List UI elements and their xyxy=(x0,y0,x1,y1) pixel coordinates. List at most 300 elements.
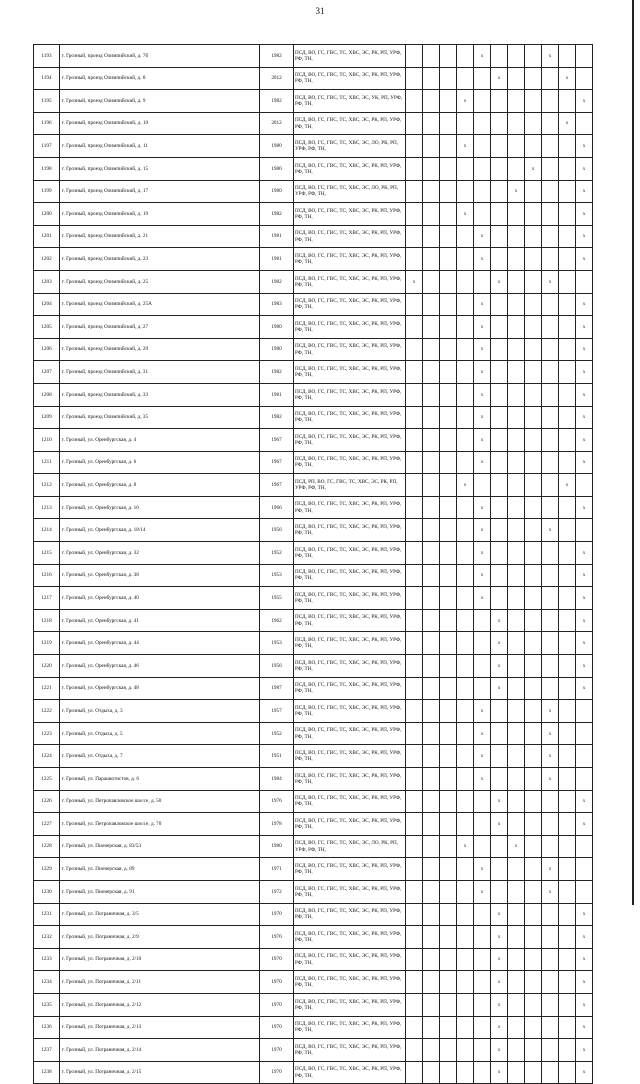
mark-cell-k7 xyxy=(508,67,525,90)
table-row xyxy=(34,609,593,632)
mark-cell-k5 xyxy=(474,474,491,497)
mark-cell-k4 xyxy=(457,45,474,68)
table-row xyxy=(34,293,593,316)
year-cell: 1951 xyxy=(260,745,294,768)
mark-cell-k11 xyxy=(576,768,593,791)
mark-cell-k8 xyxy=(525,813,542,836)
mark-cell-k10 xyxy=(559,880,576,903)
mark-cell-k9 xyxy=(542,587,559,610)
mark-cell-k3 xyxy=(440,564,457,587)
mark-cell-k5 xyxy=(474,790,491,813)
mark-cell-k4 xyxy=(457,700,474,723)
mark-cell-k6 xyxy=(491,564,508,587)
mark-cell-k8 xyxy=(525,338,542,361)
mark-cell-k2 xyxy=(423,722,440,745)
address-cell: г. Грозный, ул. Оренбургская, д. 38 xyxy=(60,564,260,587)
mark-cell-k9 xyxy=(542,203,559,226)
mark-cell-k1 xyxy=(406,903,423,926)
mark-cell-k2 xyxy=(423,406,440,429)
mark-cell-k2 xyxy=(423,564,440,587)
mark-cell-k1 xyxy=(406,542,423,565)
mark-cell-k1 xyxy=(406,948,423,971)
row-number: 1207 xyxy=(34,361,60,384)
row-number: 1235 xyxy=(34,993,60,1016)
mark-cell-k7 xyxy=(508,813,525,836)
mark-cell-k3 xyxy=(440,768,457,791)
mark-cell-k5 xyxy=(474,632,491,655)
mark-cell-k2 xyxy=(423,880,440,903)
mark-cell-k11: x xyxy=(576,451,593,474)
mark-cell-k5: x xyxy=(474,248,491,271)
mark-cell-k3 xyxy=(440,203,457,226)
mark-cell-k10 xyxy=(559,361,576,384)
services-cell: ПСД, ВО, ГС, ГВС, ТС, ХВС, ЭС, РК, РП, УРФ, РФ, ТН, xyxy=(294,316,406,339)
year-cell: 1976 xyxy=(260,790,294,813)
mark-cell-k3 xyxy=(440,270,457,293)
mark-cell-k8 xyxy=(525,429,542,452)
mark-cell-k6: x xyxy=(491,1039,508,1062)
mark-cell-k1 xyxy=(406,971,423,994)
mark-cell-k4 xyxy=(457,609,474,632)
row-number: 1237 xyxy=(34,1039,60,1062)
mark-cell-k10 xyxy=(559,157,576,180)
mark-cell-k9: x xyxy=(542,519,559,542)
mark-cell-k10 xyxy=(559,338,576,361)
row-number: 1195 xyxy=(34,90,60,113)
mark-cell-k8 xyxy=(525,248,542,271)
mark-cell-k8 xyxy=(525,316,542,339)
mark-cell-k5 xyxy=(474,926,491,949)
row-number: 1193 xyxy=(34,45,60,68)
mark-cell-k5: x xyxy=(474,225,491,248)
mark-cell-k10 xyxy=(559,180,576,203)
address-cell: г. Грозный, ул. Петропавловское шоссе, д. 70 xyxy=(60,813,260,836)
mark-cell-k4 xyxy=(457,1061,474,1084)
services-cell: ПСД, ВО, ГС, ГВС, ТС, ХВС, ЭС, РК, РП, УРФ, РФ, ТН, xyxy=(294,225,406,248)
mark-cell-k1 xyxy=(406,1039,423,1062)
services-cell: ПСД, ВО, ГС, ГВС, ТС, ХВС, ЭС, ЛО, РК, РП, УРФ, РФ, ТН, xyxy=(294,135,406,158)
address-cell: г. Грозный, ул. Пограничная, д. 2/15 xyxy=(60,1061,260,1084)
mark-cell-k9 xyxy=(542,677,559,700)
mark-cell-k2 xyxy=(423,632,440,655)
row-number: 1217 xyxy=(34,587,60,610)
address-cell: г. Грозный, ул. Парашютистов, д. 6 xyxy=(60,768,260,791)
row-number: 1233 xyxy=(34,948,60,971)
mark-cell-k11: x xyxy=(576,993,593,1016)
table-body xyxy=(34,45,593,1084)
mark-cell-k9 xyxy=(542,496,559,519)
table-row xyxy=(34,135,593,158)
mark-cell-k2 xyxy=(423,677,440,700)
year-cell: 1983 xyxy=(260,293,294,316)
mark-cell-k6 xyxy=(491,203,508,226)
mark-cell-k6 xyxy=(491,316,508,339)
year-cell: 1970 xyxy=(260,926,294,949)
table-row xyxy=(34,542,593,565)
mark-cell-k7 xyxy=(508,293,525,316)
mark-cell-k9 xyxy=(542,429,559,452)
mark-cell-k10 xyxy=(559,971,576,994)
mark-cell-k1 xyxy=(406,677,423,700)
mark-cell-k2 xyxy=(423,745,440,768)
mark-cell-k4 xyxy=(457,677,474,700)
mark-cell-k3 xyxy=(440,1016,457,1039)
mark-cell-k8 xyxy=(525,1061,542,1084)
year-cell: 1972 xyxy=(260,880,294,903)
year-cell: 1982 xyxy=(260,270,294,293)
year-cell: 1980 xyxy=(260,135,294,158)
address-cell: г. Грозный, проезд Олимпийский, д. 25 xyxy=(60,270,260,293)
year-cell: 1970 xyxy=(260,993,294,1016)
table-row xyxy=(34,790,593,813)
services-cell: ПСД, ВО, ГС, ГВС, ТС, ХВС, ЭС, РК, РП, УРФ, РФ, ТН, xyxy=(294,700,406,723)
mark-cell-k1 xyxy=(406,338,423,361)
mark-cell-k11: x xyxy=(576,542,593,565)
table-row xyxy=(34,67,593,90)
mark-cell-k7 xyxy=(508,722,525,745)
mark-cell-k5: x xyxy=(474,880,491,903)
row-number: 1215 xyxy=(34,542,60,565)
row-number: 1225 xyxy=(34,768,60,791)
mark-cell-k10 xyxy=(559,587,576,610)
address-cell: г. Грозный, проезд Олимпийский, д. 8 xyxy=(60,67,260,90)
mark-cell-k9 xyxy=(542,1039,559,1062)
address-cell: г. Грозный, проезд Олимпийский, д. 25А xyxy=(60,293,260,316)
address-cell: г. Грозный, ул. Петропавловское шоссе, д. 50 xyxy=(60,790,260,813)
services-cell: ПСД, ВО, ГС, ГВС, ТС, ХВС, ЭС, РК, РП, УРФ, РФ, ТН, xyxy=(294,429,406,452)
mark-cell-k3 xyxy=(440,790,457,813)
mark-cell-k6 xyxy=(491,157,508,180)
mark-cell-k8 xyxy=(525,270,542,293)
mark-cell-k8 xyxy=(525,203,542,226)
mark-cell-k8 xyxy=(525,67,542,90)
mark-cell-k4 xyxy=(457,564,474,587)
year-cell: 1981 xyxy=(260,248,294,271)
year-cell: 1971 xyxy=(260,858,294,881)
mark-cell-k3 xyxy=(440,361,457,384)
mark-cell-k7: x xyxy=(508,835,525,858)
mark-cell-k2 xyxy=(423,316,440,339)
mark-cell-k5: x xyxy=(474,451,491,474)
mark-cell-k9 xyxy=(542,632,559,655)
services-cell: ПСД, ВО, ГС, ГВС, ТС, ХВС, ЭС, РК, РП, УРФ, РФ, ТН, xyxy=(294,677,406,700)
mark-cell-k11: x xyxy=(576,248,593,271)
address-cell: г. Грозный, ул. Оренбургская, д. 46 xyxy=(60,655,260,678)
mark-cell-k10 xyxy=(559,135,576,158)
mark-cell-k6 xyxy=(491,406,508,429)
mark-cell-k4 xyxy=(457,248,474,271)
mark-cell-k7: x xyxy=(508,180,525,203)
mark-cell-k8 xyxy=(525,135,542,158)
mark-cell-k3 xyxy=(440,813,457,836)
mark-cell-k10 xyxy=(559,609,576,632)
mark-cell-k4 xyxy=(457,67,474,90)
mark-cell-k10 xyxy=(559,926,576,949)
mark-cell-k1 xyxy=(406,880,423,903)
mark-cell-k6 xyxy=(491,383,508,406)
mark-cell-k4: x xyxy=(457,203,474,226)
mark-cell-k5 xyxy=(474,677,491,700)
mark-cell-k10 xyxy=(559,632,576,655)
mark-cell-k5: x xyxy=(474,700,491,723)
table-row xyxy=(34,564,593,587)
mark-cell-k10 xyxy=(559,677,576,700)
mark-cell-k11: x xyxy=(576,406,593,429)
table-row xyxy=(34,632,593,655)
mark-cell-k3 xyxy=(440,609,457,632)
mark-cell-k1 xyxy=(406,383,423,406)
mark-cell-k4 xyxy=(457,745,474,768)
address-cell: г. Грозный, ул. Оренбургская, д. 8 xyxy=(60,474,260,497)
address-cell: г. Грозный, проезд Олимпийский, д. 29 xyxy=(60,338,260,361)
mark-cell-k11: x xyxy=(576,316,593,339)
year-cell: 1982 xyxy=(260,406,294,429)
services-cell: ПСД, ВО, ГС, ГВС, ТС, ХВС, ЭС, РК, РП, УРФ, РФ, ТН, xyxy=(294,248,406,271)
address-cell: г. Грозный, ул. Пограничная, д. 2/13 xyxy=(60,1016,260,1039)
mark-cell-k4 xyxy=(457,451,474,474)
address-cell: г. Грозный, ул. Отдыха, д. 5 xyxy=(60,722,260,745)
services-cell: ПСД, ВО, ГС, ГВС, ТС, ХВС, ЭС, РК, РП, УРФ, РФ, ТН, xyxy=(294,971,406,994)
mark-cell-k1 xyxy=(406,993,423,1016)
mark-cell-k11: x xyxy=(576,157,593,180)
mark-cell-k10 xyxy=(559,496,576,519)
mark-cell-k1 xyxy=(406,564,423,587)
services-cell: ПСД, ВО, ГС, ГВС, ТС, ХВС, ЭС, РК, РП, УРФ, РФ, ТН, xyxy=(294,790,406,813)
table-row xyxy=(34,587,593,610)
mark-cell-k8 xyxy=(525,1039,542,1062)
mark-cell-k3 xyxy=(440,903,457,926)
mark-cell-k2 xyxy=(423,1016,440,1039)
mark-cell-k3 xyxy=(440,948,457,971)
mark-cell-k3 xyxy=(440,474,457,497)
services-cell: ПСД, ВО, ГС, ГВС, ТС, ХВС, ЭС, РК, РП, УРФ, РФ, ТН, xyxy=(294,745,406,768)
mark-cell-k4: x xyxy=(457,474,474,497)
mark-cell-k6: x xyxy=(491,609,508,632)
mark-cell-k11: x xyxy=(576,361,593,384)
address-cell: г. Грозный, ул. Пограничная, д. 2/10 xyxy=(60,948,260,971)
address-cell: г. Грозный, ул. Пограничная, д. 2/14 xyxy=(60,1039,260,1062)
services-cell: ПСД, ВО, ГС, ГВС, ТС, ХВС, ЭС, РК, РП, УРФ, РФ, ТН, xyxy=(294,1039,406,1062)
services-cell: ПСД, ВО, ГС, ГВС, ТС, ХВС, ЭС, РК, РП, УРФ, РФ, ТН, xyxy=(294,1061,406,1084)
address-cell: г. Грозный, ул. Отдыха, д. 3 xyxy=(60,700,260,723)
address-cell: г. Грозный, проезд Олимпийский, д. 11 xyxy=(60,135,260,158)
mark-cell-k6 xyxy=(491,112,508,135)
mark-cell-k11: x xyxy=(576,383,593,406)
row-number: 1206 xyxy=(34,338,60,361)
mark-cell-k7 xyxy=(508,1061,525,1084)
year-cell: 1980 xyxy=(260,338,294,361)
row-number: 1198 xyxy=(34,157,60,180)
services-cell: ПСД, ВО, ГС, ГВС, ТС, ХВС, ЭС, РК, РП, УРФ, РФ, ТН, xyxy=(294,406,406,429)
table-row xyxy=(34,361,593,384)
mark-cell-k1 xyxy=(406,587,423,610)
year-cell: 1952 xyxy=(260,542,294,565)
table-row xyxy=(34,926,593,949)
mark-cell-k9 xyxy=(542,383,559,406)
services-cell: ПСД, ВО, ГС, ГВС, ТС, ХВС, ЭС, РК, РП, УРФ, РФ, ТН, xyxy=(294,496,406,519)
mark-cell-k10: x xyxy=(559,474,576,497)
table-row xyxy=(34,316,593,339)
table-row xyxy=(34,1039,593,1062)
year-cell: 1980 xyxy=(260,316,294,339)
mark-cell-k1 xyxy=(406,203,423,226)
table-row xyxy=(34,225,593,248)
mark-cell-k6 xyxy=(491,542,508,565)
mark-cell-k3 xyxy=(440,1061,457,1084)
mark-cell-k10 xyxy=(559,293,576,316)
mark-cell-k8 xyxy=(525,677,542,700)
mark-cell-k6 xyxy=(491,135,508,158)
row-number: 1201 xyxy=(34,225,60,248)
row-number: 1219 xyxy=(34,632,60,655)
mark-cell-k7 xyxy=(508,700,525,723)
row-number: 1228 xyxy=(34,835,60,858)
mark-cell-k6: x xyxy=(491,993,508,1016)
mark-cell-k7 xyxy=(508,790,525,813)
mark-cell-k1 xyxy=(406,496,423,519)
mark-cell-k7 xyxy=(508,225,525,248)
mark-cell-k3 xyxy=(440,225,457,248)
mark-cell-k3 xyxy=(440,451,457,474)
mark-cell-k7 xyxy=(508,1016,525,1039)
address-cell: г. Грозный, проезд Олимпийский, д. 33 xyxy=(60,383,260,406)
mark-cell-k8 xyxy=(525,926,542,949)
mark-cell-k7 xyxy=(508,768,525,791)
row-number: 1214 xyxy=(34,519,60,542)
mark-cell-k8 xyxy=(525,474,542,497)
mark-cell-k1 xyxy=(406,722,423,745)
mark-cell-k8 xyxy=(525,903,542,926)
address-cell: г. Грозный, ул. Оренбургская, д. 6 xyxy=(60,451,260,474)
mark-cell-k2 xyxy=(423,790,440,813)
table-row xyxy=(34,429,593,452)
mark-cell-k3 xyxy=(440,655,457,678)
mark-cell-k1: x xyxy=(406,270,423,293)
mark-cell-k1 xyxy=(406,316,423,339)
services-cell: ПСД, ВО, ГС, ГВС, ТС, ХВС, ЭС, РК, РП, УРФ, РФ, ТН, xyxy=(294,768,406,791)
mark-cell-k5 xyxy=(474,1039,491,1062)
mark-cell-k10 xyxy=(559,248,576,271)
year-cell: 2012 xyxy=(260,67,294,90)
mark-cell-k2 xyxy=(423,700,440,723)
mark-cell-k10 xyxy=(559,406,576,429)
year-cell: 1952 xyxy=(260,722,294,745)
mark-cell-k3 xyxy=(440,542,457,565)
mark-cell-k1 xyxy=(406,248,423,271)
mark-cell-k11: x xyxy=(576,135,593,158)
mark-cell-k11 xyxy=(576,112,593,135)
address-cell: г. Грозный, ул. Оренбургская, д. 48 xyxy=(60,677,260,700)
row-number: 1196 xyxy=(34,112,60,135)
mark-cell-k1 xyxy=(406,632,423,655)
mark-cell-k11 xyxy=(576,835,593,858)
mark-cell-k2 xyxy=(423,203,440,226)
row-number: 1197 xyxy=(34,135,60,158)
mark-cell-k3 xyxy=(440,632,457,655)
mark-cell-k6 xyxy=(491,835,508,858)
mark-cell-k4: x xyxy=(457,90,474,113)
mark-cell-k7 xyxy=(508,609,525,632)
mark-cell-k10 xyxy=(559,948,576,971)
mark-cell-k1 xyxy=(406,157,423,180)
mark-cell-k9 xyxy=(542,338,559,361)
mark-cell-k2 xyxy=(423,157,440,180)
mark-cell-k9 xyxy=(542,248,559,271)
mark-cell-k4 xyxy=(457,1016,474,1039)
year-cell: 1982 xyxy=(260,361,294,384)
services-cell: ПСД, ВО, ГС, ГВС, ТС, ХВС, ЭС, РК, РП, УРФ, РФ, ТН, xyxy=(294,293,406,316)
mark-cell-k11 xyxy=(576,745,593,768)
mark-cell-k7 xyxy=(508,655,525,678)
mark-cell-k1 xyxy=(406,519,423,542)
mark-cell-k8 xyxy=(525,1016,542,1039)
mark-cell-k7 xyxy=(508,542,525,565)
row-number: 1200 xyxy=(34,203,60,226)
row-number: 1230 xyxy=(34,880,60,903)
mark-cell-k7 xyxy=(508,474,525,497)
mark-cell-k4 xyxy=(457,948,474,971)
mark-cell-k2 xyxy=(423,926,440,949)
mark-cell-k9: x xyxy=(542,768,559,791)
mark-cell-k5: x xyxy=(474,429,491,452)
services-cell: ПСД, ВО, ГС, ГВС, ТС, ХВС, ЭС, РК, РП, УРФ, РФ, ТН, xyxy=(294,157,406,180)
mark-cell-k7 xyxy=(508,203,525,226)
mark-cell-k2 xyxy=(423,768,440,791)
table-row xyxy=(34,880,593,903)
mark-cell-k5 xyxy=(474,135,491,158)
mark-cell-k6 xyxy=(491,587,508,610)
mark-cell-k6 xyxy=(491,880,508,903)
mark-cell-k7 xyxy=(508,564,525,587)
mark-cell-k10 xyxy=(559,813,576,836)
year-cell: 1967 xyxy=(260,429,294,452)
mark-cell-k4 xyxy=(457,790,474,813)
mark-cell-k3 xyxy=(440,135,457,158)
mark-cell-k1 xyxy=(406,1061,423,1084)
mark-cell-k11: x xyxy=(576,338,593,361)
address-cell: г. Грозный, проезд Олимпийский, д. 9 xyxy=(60,90,260,113)
mark-cell-k1 xyxy=(406,790,423,813)
year-cell: 1970 xyxy=(260,1061,294,1084)
mark-cell-k8 xyxy=(525,971,542,994)
mark-cell-k1 xyxy=(406,451,423,474)
mark-cell-k8 xyxy=(525,632,542,655)
mark-cell-k9 xyxy=(542,361,559,384)
mark-cell-k11: x xyxy=(576,926,593,949)
mark-cell-k8 xyxy=(525,700,542,723)
mark-cell-k10 xyxy=(559,316,576,339)
mark-cell-k3 xyxy=(440,406,457,429)
year-cell: 1981 xyxy=(260,225,294,248)
mark-cell-k10 xyxy=(559,903,576,926)
mark-cell-k11: x xyxy=(576,813,593,836)
address-cell: г. Грозный, проезд Олимпийский, д. 19 xyxy=(60,203,260,226)
mark-cell-k7 xyxy=(508,745,525,768)
mark-cell-k5 xyxy=(474,1016,491,1039)
mark-cell-k11: x xyxy=(576,790,593,813)
address-cell: г. Грозный, ул. Пограничная, д. 2/9 xyxy=(60,926,260,949)
mark-cell-k11 xyxy=(576,45,593,68)
year-cell: 1970 xyxy=(260,903,294,926)
mark-cell-k2 xyxy=(423,90,440,113)
mark-cell-k8 xyxy=(525,293,542,316)
row-number: 1212 xyxy=(34,474,60,497)
services-cell: ПСД, ВО, ГС, ГВС, ТС, ХВС, ЭС, РК, РП, УРФ, РФ, ТН, xyxy=(294,1016,406,1039)
mark-cell-k2 xyxy=(423,835,440,858)
mark-cell-k11: x xyxy=(576,609,593,632)
services-cell: ПСД, ВО, ГС, ГВС, ТС, ХВС, ЭС, ЛО, РК, РП, УРФ, РФ, ТН, xyxy=(294,835,406,858)
mark-cell-k1 xyxy=(406,1016,423,1039)
